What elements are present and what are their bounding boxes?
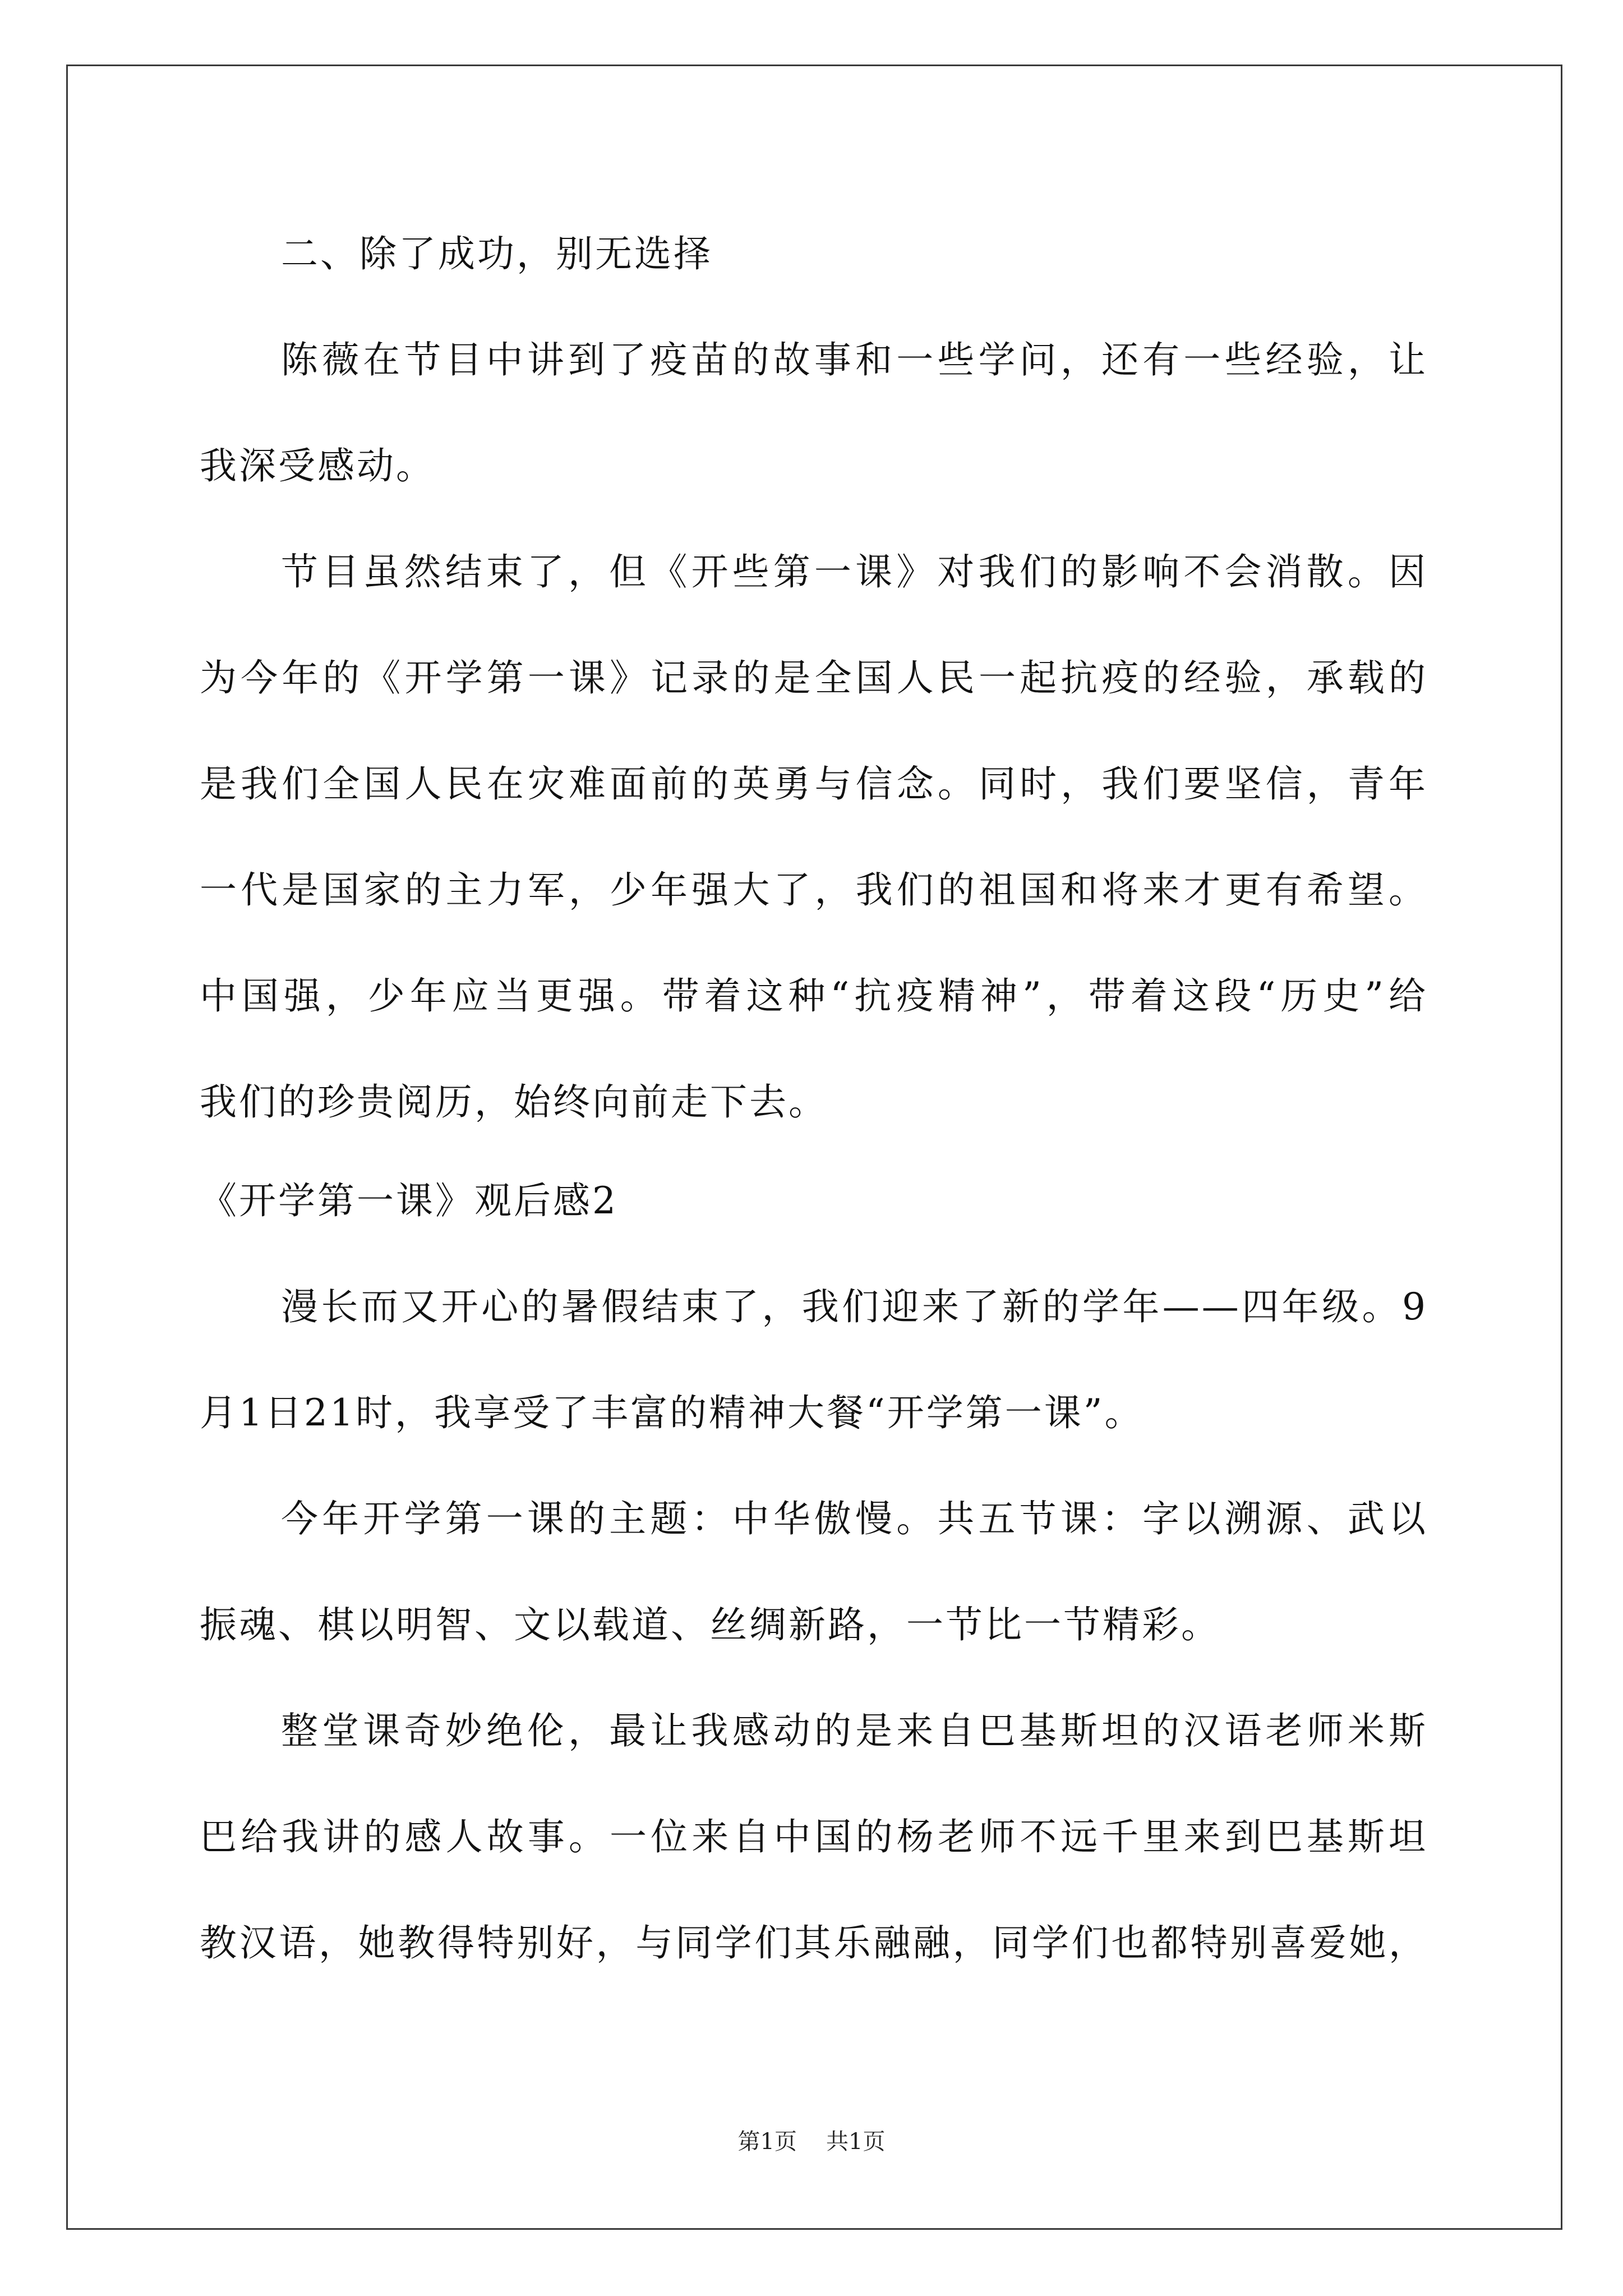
section-heading: 二、除了成功，别无选择: [281, 232, 713, 275]
page-border: [66, 65, 1562, 2230]
page-total: 共1页: [826, 2129, 886, 2155]
page-footer: [0, 2131, 1623, 2153]
paragraph-line: 我们的珍贵阅历，始终向前走下去。: [200, 1080, 828, 1124]
paragraph-line: 陈薇在节目中讲到了疫苗的故事和一些学问，还有一些经验，让: [281, 338, 1428, 381]
article-title: 《开学第一课》观后感2: [200, 1179, 618, 1222]
paragraph-line: 今年开学第一课的主题：中华傲慢。共五节课：字以溯源、武以: [281, 1497, 1428, 1540]
paragraph-line: 教汉语，她教得特别好，与同学们其乐融融，同学们也都特别喜爱她，: [200, 1921, 1428, 1964]
paragraph-line: 一代是国家的主力军，少年强大了，我们的祖国和将来才更有希望。: [200, 868, 1428, 912]
paragraph-line: 是我们全国人民在灾难面前的英勇与信念。同时，我们要坚信，青年: [200, 762, 1428, 806]
page-number: 第1页: [737, 2129, 797, 2155]
paragraph-line: 巴给我讲的感人故事。一位来自中国的杨老师不远千里来到巴基斯坦: [200, 1815, 1428, 1858]
paragraph-line: 节目虽然结束了，但《开些第一课》对我们的影响不会消散。因: [281, 550, 1428, 593]
paragraph-line: 整堂课奇妙绝伦，最让我感动的是来自巴基斯坦的汉语老师米斯: [281, 1709, 1428, 1752]
paragraph-line: 中国强，少年应当更强。带着这种“抗疫精神”，带着这段“历史”给: [200, 974, 1428, 1018]
paragraph-line: 振魂、棋以明智、文以载道、丝绸新路，一节比一节精彩。: [200, 1603, 1220, 1646]
paragraph-line: 漫长而又开心的暑假结束了，我们迎来了新的学年——四年级。9: [281, 1285, 1428, 1328]
paragraph-line: 我深受感动。: [200, 444, 435, 487]
paragraph-line: 月1日21时，我享受了丰富的精神大餐“开学第一课”。: [200, 1391, 1144, 1434]
paragraph-line: 为今年的《开学第一课》记录的是全国人民一起抗疫的经验，承载的: [200, 656, 1428, 700]
